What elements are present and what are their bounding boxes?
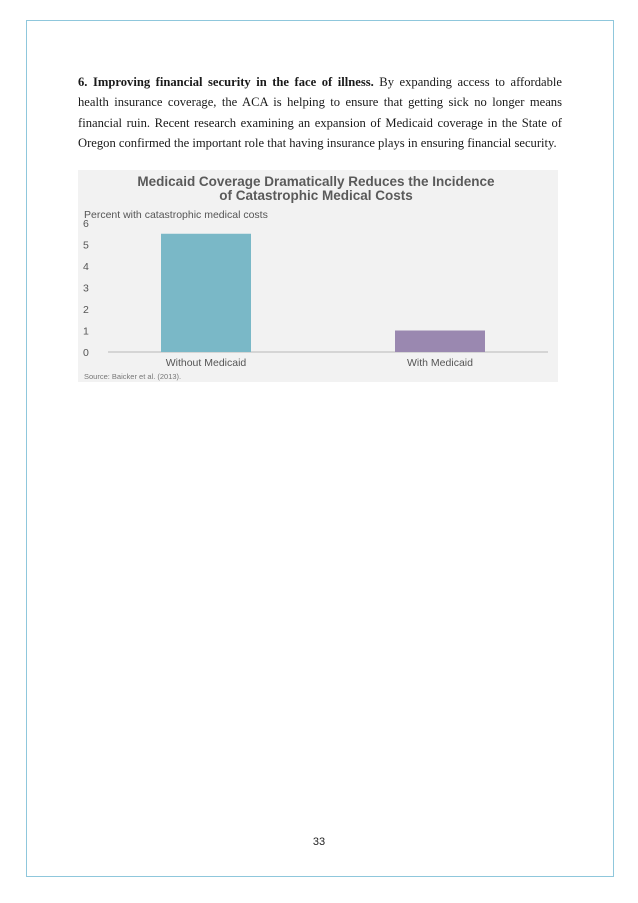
y-tick-label: 2 (83, 304, 89, 316)
bar-without-medicaid (161, 234, 251, 352)
y-tick-label: 1 (83, 325, 89, 338)
y-tick-label: 5 (83, 239, 89, 252)
chart-title-line-1: Medicaid Coverage Dramatically Reduces the Incidence (137, 174, 495, 189)
body-paragraph (78, 72, 562, 153)
chart-source: Source: Baicker et al. (2013). (84, 372, 182, 381)
y-tick-label: 3 (83, 282, 89, 295)
x-category-label: Without Medicaid (165, 357, 247, 369)
paragraph-heading: 6. Improving financial security in the face of illness. (78, 75, 374, 89)
y-axis-label: Percent with catastrophic medical costs (84, 209, 268, 221)
y-tick-label: 0 (83, 347, 89, 359)
page-number: 33 (312, 836, 326, 848)
chart-title-line-2: of Catastrophic Medical Costs (219, 188, 413, 203)
paragraph-text: By expanding access to affordable health insurance coverage, the ACA is helping to ensure that getting sick no longer means financial ruin. Recent research examining an expansion of Medicaid coverage in the State of Oregon confirmed the important role that having insurance plays in ensuring financial security. (78, 75, 562, 150)
chart-figure (78, 170, 558, 382)
bar-with-medicaid (395, 331, 485, 353)
y-tick-label: 6 (83, 218, 89, 230)
y-tick-label: 4 (83, 261, 89, 273)
bar-chart (78, 170, 558, 382)
x-category-label: With Medicaid (407, 357, 473, 369)
